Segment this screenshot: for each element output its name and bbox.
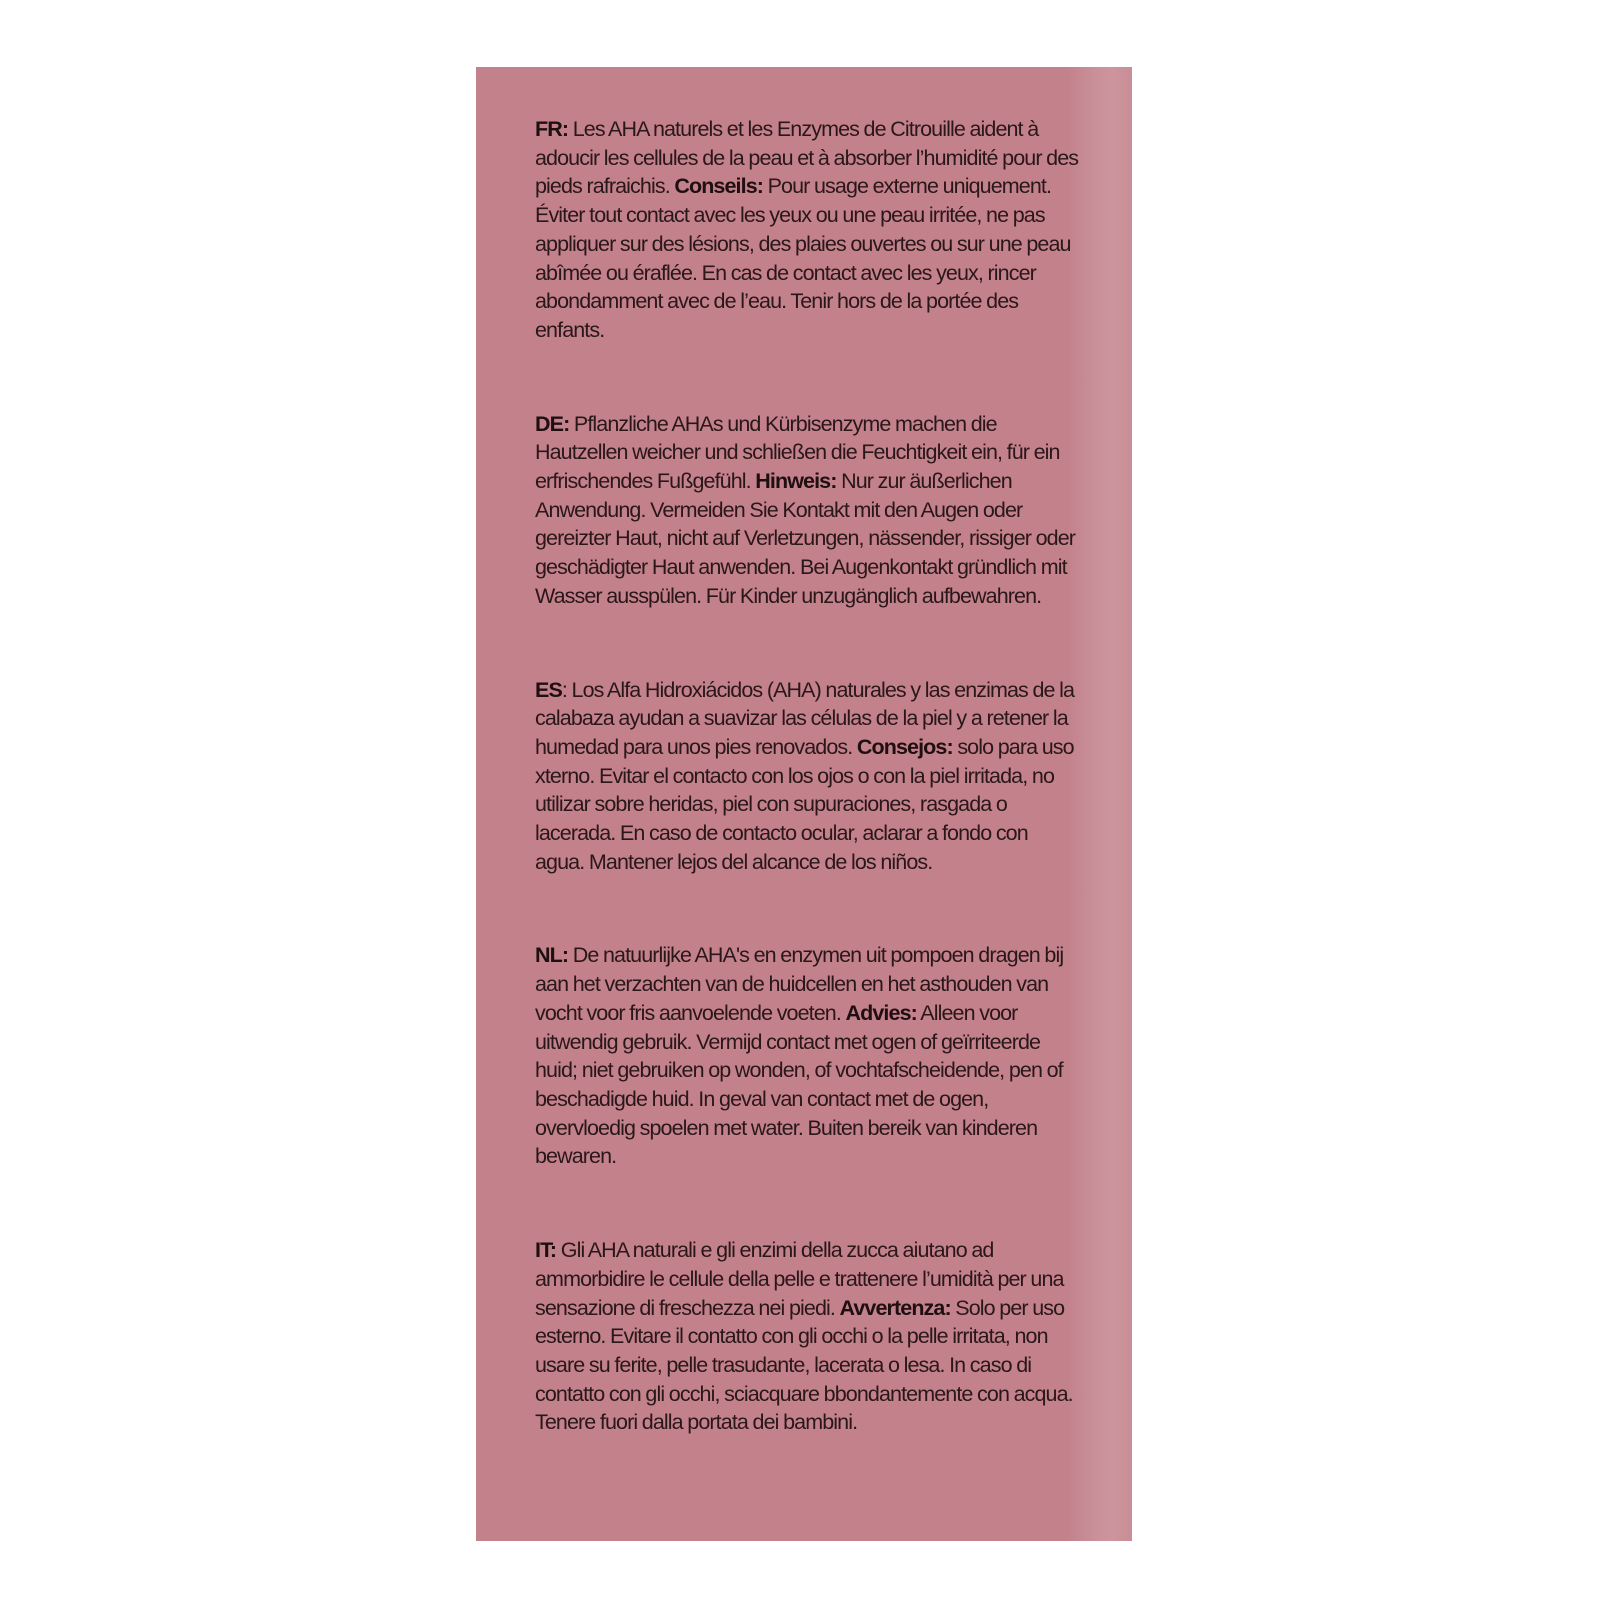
section-es-intro: : Los Alfa Hidroxiácidos (AHA) naturales y las enzimas de la calabaza ayudan a suavizar las células de la piel y a retener la humedad para unos pies renovados. [535, 677, 1075, 759]
section-de-code: DE: [535, 411, 570, 436]
section-de-keyword: Hinweis: [755, 469, 837, 494]
section-nl-body: Alleen voor uitwendig gebruik. Vermijd contact met ogen of geïrriteerde huid; niet gebruiken op wonden, of vochtafscheidende, pen of beschadigde huid. In geval van contact met de ogen, overvloedig spoelen met water. Buiten bereik van kinderen bewaren. [535, 1000, 1063, 1169]
section-nl-keyword: Advies: [845, 1000, 917, 1025]
section-de [535, 410, 1080, 611]
section-nl-intro: De natuurlijke AHA's en enzymen uit pompoen dragen bij aan het verzachten van de huidcellen en het asthouden van vocht voor fris aanvoelende voeten. [535, 943, 1064, 1025]
section-it-keyword: Avvertenza: [839, 1295, 951, 1320]
section-fr-body: Pour usage externe uniquement. Éviter tout contact avec les yeux ou une peau irritée, ne pas appliquer sur des lésions, des plaies ouvertes ou sur une peau abîmée ou éraflée. En cas de contact avec les yeux, rincer abondamment avec de l’eau. Tenir hors de la portée des enfants. [535, 174, 1071, 342]
section-it-code: IT: [535, 1238, 557, 1263]
section-es-code: ES [535, 677, 562, 702]
section-nl [535, 941, 1080, 1171]
section-es-body: solo para uso xterno. Evitar el contacto con los ojos o con la piel irritada, no utilizar sobre heridas, piel con supuraciones, rasgada o lacerada. En caso de contacto ocular, aclarar a fondo con agua. Mantener lejos del alcance de los niños. [535, 734, 1074, 874]
section-de-intro: Pflanzliche AHAs und Kürbisenzyme machen die Hautzellen weicher und schließen die Feuchtigkeit ein, für ein erfrischendes Fußgefühl. [535, 411, 1060, 494]
section-fr-code: FR: [535, 117, 569, 141]
section-fr-keyword: Conseils: [674, 174, 764, 199]
section-de-body: Nur zur äußerlichen Anwendung. Vermeiden Sie Kontakt mit den Augen oder gereizter Haut, nicht auf Verletzungen, nässender, rissiger oder geschädigter Haut anwenden. Bei Augenkontakt gründlich mit Wasser ausspülen. Für Kinder unzugänglich aufbewahren. [535, 469, 1076, 608]
section-it-intro: Gli AHA naturali e gli enzimi della zucca aiutano ad ammorbidire le cellule della pelle e trattenere l’umidità per una sensazione di freschezza nei piedi. [535, 1238, 1064, 1320]
section-es-keyword: Consejos: [856, 734, 953, 759]
section-it-body: Solo per uso esterno. Evitare il contatto con gli occhi o la pelle irritata, non usare su ferite, pelle trasudante, lacerata o lesa. In caso di contatto con gli occhi, sciacquare bbondantemente con acqua. Tenere fuori dalla portata dei bambini. [535, 1295, 1073, 1435]
multilingual-text-column [535, 115, 1080, 1502]
section-fr-intro: Les AHA naturels et les Enzymes de Citrouille aident à adoucir les cellules de la peau et à absorber l’humidité pour des pieds rafraichis. [535, 117, 1079, 199]
section-fr [535, 115, 1080, 345]
product-label-panel [476, 67, 1132, 1541]
section-it [535, 1236, 1080, 1437]
section-nl-code: NL: [535, 943, 569, 968]
section-es [535, 676, 1080, 877]
